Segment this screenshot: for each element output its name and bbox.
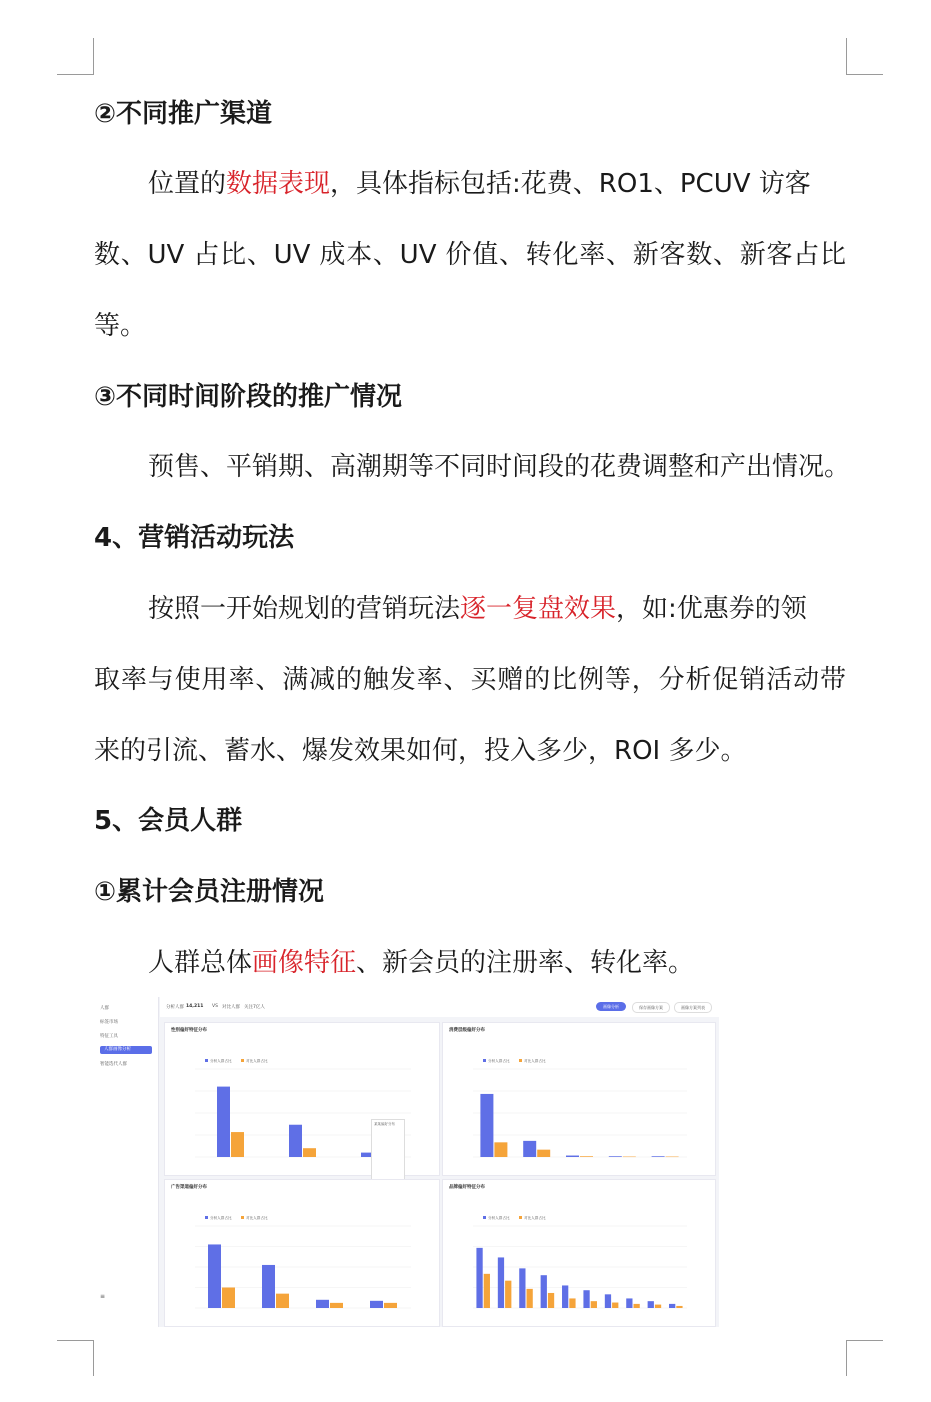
bar-analysis bbox=[519, 1268, 525, 1308]
count-value: 14,211 bbox=[186, 1004, 204, 1009]
bar-analysis bbox=[523, 1141, 536, 1157]
bar-compare bbox=[666, 1157, 679, 1158]
text-run: ，具体指标包括:花费、RO1、PCUV 访客 bbox=[330, 169, 811, 199]
crop-mark bbox=[846, 74, 883, 75]
bar-compare bbox=[612, 1303, 618, 1308]
bar-analysis bbox=[609, 1156, 622, 1157]
bar-analysis bbox=[217, 1087, 230, 1157]
legend-swatch bbox=[241, 1216, 244, 1219]
bar-analysis bbox=[648, 1301, 654, 1308]
bar-compare bbox=[303, 1148, 316, 1157]
bar-analysis bbox=[541, 1275, 547, 1308]
text-run: 人群总体 bbox=[148, 948, 253, 978]
text-run: ，如:优惠券的领 bbox=[616, 594, 807, 624]
legend-swatch bbox=[241, 1059, 244, 1062]
legend-swatch bbox=[483, 1059, 486, 1062]
vs-label: VS bbox=[212, 1004, 218, 1009]
crop-mark bbox=[846, 38, 847, 74]
bar-compare bbox=[655, 1305, 661, 1308]
bar-compare bbox=[231, 1132, 244, 1157]
scheme-list-button[interactable]: 画像方案列表 bbox=[674, 1002, 712, 1013]
highlight-text: 画像特征 bbox=[252, 948, 357, 978]
sidebar-item-active[interactable]: 人群画像分析 bbox=[100, 1046, 152, 1054]
chart-svg bbox=[443, 1023, 715, 1175]
bar-analysis bbox=[498, 1257, 504, 1308]
heading-channels: ②不同推广渠道 bbox=[94, 99, 273, 129]
bar-analysis bbox=[289, 1125, 302, 1157]
bar-analysis bbox=[370, 1301, 383, 1308]
paragraph-line bbox=[148, 946, 694, 980]
panel-title: 性别偏好特征分布 bbox=[171, 1028, 207, 1033]
heading-marketing: 4、营销活动玩法 bbox=[94, 523, 295, 553]
bar-compare bbox=[384, 1303, 397, 1308]
highlight-text: 数据表现 bbox=[226, 169, 331, 199]
legend-label: 对比人群占比 bbox=[246, 1216, 268, 1220]
highlight-text: 逐一复盘效果 bbox=[460, 594, 617, 624]
compare-label: 对比人群 bbox=[222, 1005, 240, 1010]
paragraph-line bbox=[148, 167, 811, 201]
bar-compare bbox=[569, 1298, 575, 1308]
heading-stages: ③不同时间阶段的推广情况 bbox=[94, 382, 403, 412]
bar-analysis bbox=[480, 1094, 493, 1157]
legend-label: 分析人群占比 bbox=[210, 1216, 232, 1220]
sidebar bbox=[94, 997, 159, 1327]
sidebar-item[interactable]: 标签市场 bbox=[100, 1020, 118, 1025]
crop-mark bbox=[93, 38, 94, 74]
bar-compare bbox=[634, 1304, 640, 1308]
legend-swatch bbox=[519, 1059, 522, 1062]
bar-analysis bbox=[652, 1156, 665, 1157]
crop-mark bbox=[846, 1340, 847, 1376]
paragraph-line: 取率与使用率、满减的触发率、买赠的比例等，分析促销活动带 bbox=[94, 665, 846, 695]
legend-label: 对比人群占比 bbox=[524, 1059, 546, 1063]
chart-panel bbox=[164, 1022, 440, 1176]
menu-icon[interactable]: ≡ bbox=[100, 1293, 106, 1300]
paragraph-line: 预售、平销期、高潮期等不同时间段的花费调整和产出情况。 bbox=[148, 452, 851, 482]
chart-svg bbox=[443, 1180, 715, 1326]
crop-mark bbox=[846, 1340, 883, 1341]
paragraph-line: 来的引流、蓄水、爆发效果如何，投入多少，ROI 多少。 bbox=[94, 736, 747, 766]
heading-members: 5、会员人群 bbox=[94, 806, 243, 836]
heading-registration: ①累计会员注册情况 bbox=[94, 877, 325, 907]
bar-compare bbox=[537, 1150, 550, 1157]
bar-analysis bbox=[562, 1285, 568, 1308]
chart-panel bbox=[442, 1022, 716, 1176]
sidebar-item[interactable]: 特征工具 bbox=[100, 1034, 118, 1039]
bar-compare bbox=[484, 1274, 490, 1308]
legend-label: 分析人群占比 bbox=[488, 1059, 510, 1063]
legend-label: 对比人群占比 bbox=[246, 1059, 268, 1063]
bar-analysis bbox=[476, 1248, 482, 1308]
bar-compare bbox=[527, 1289, 533, 1308]
crop-mark bbox=[57, 1340, 94, 1341]
paragraph-line bbox=[148, 592, 807, 626]
bar-compare bbox=[494, 1142, 507, 1157]
legend-swatch bbox=[205, 1216, 208, 1219]
bar-compare bbox=[676, 1306, 682, 1308]
paragraph-line: 等。 bbox=[94, 311, 147, 341]
tooltip bbox=[371, 1119, 405, 1183]
sidebar-item[interactable]: 人群 bbox=[100, 1006, 109, 1011]
bar-compare bbox=[548, 1293, 554, 1308]
bar-compare bbox=[276, 1294, 289, 1308]
bar-compare bbox=[222, 1288, 235, 1309]
panel-title: 消费层级偏好分布 bbox=[449, 1028, 485, 1033]
chart-svg bbox=[165, 1180, 439, 1326]
chart-panel bbox=[442, 1179, 716, 1327]
compare-value: 关注7亿人 bbox=[244, 1005, 265, 1010]
text-run: 按照一开始规划的营销玩法 bbox=[148, 594, 461, 624]
bar-compare bbox=[591, 1301, 597, 1308]
count-label: 分析人群 bbox=[166, 1005, 184, 1010]
bar-compare bbox=[330, 1303, 343, 1308]
panel-title: 品牌偏好特征分布 bbox=[449, 1185, 485, 1190]
legend-label: 分析人群占比 bbox=[488, 1216, 510, 1220]
top-bar bbox=[160, 997, 719, 1017]
legend-label: 对比人群占比 bbox=[524, 1216, 546, 1220]
bar-analysis bbox=[583, 1290, 589, 1308]
legend-label: 分析人群占比 bbox=[210, 1059, 232, 1063]
bar-analysis bbox=[626, 1298, 632, 1308]
bar-analysis bbox=[605, 1294, 611, 1308]
text-run: 、新会员的注册率、转化率。 bbox=[356, 948, 695, 978]
crop-mark bbox=[93, 1340, 94, 1376]
bar-compare bbox=[580, 1156, 593, 1157]
bar-compare bbox=[623, 1157, 636, 1158]
legend-swatch bbox=[519, 1216, 522, 1219]
sidebar-item[interactable]: 智能选代人群 bbox=[100, 1062, 127, 1067]
crop-mark bbox=[57, 74, 94, 75]
legend-swatch bbox=[483, 1216, 486, 1219]
bar-analysis bbox=[316, 1300, 329, 1308]
bar-analysis bbox=[669, 1304, 675, 1308]
paragraph-line: 数、UV 占比、UV 成本、UV 价值、转化率、新客数、新客占比 bbox=[94, 240, 846, 270]
panel-title: 广告渠道偏好分布 bbox=[171, 1185, 207, 1190]
tooltip-title: 某某偏好分布 bbox=[374, 1122, 395, 1126]
bar-compare bbox=[505, 1281, 511, 1308]
save-scheme-button[interactable]: 保存画像方案 bbox=[632, 1002, 670, 1013]
analysis-button[interactable]: 画像分析 bbox=[596, 1002, 626, 1011]
bar-analysis bbox=[208, 1244, 221, 1308]
bar-analysis bbox=[262, 1265, 275, 1308]
dashboard-screenshot bbox=[94, 997, 719, 1327]
text-run: 位置的 bbox=[148, 169, 227, 199]
legend-swatch bbox=[205, 1059, 208, 1062]
chart-panel bbox=[164, 1179, 440, 1327]
bar-analysis bbox=[566, 1156, 579, 1157]
